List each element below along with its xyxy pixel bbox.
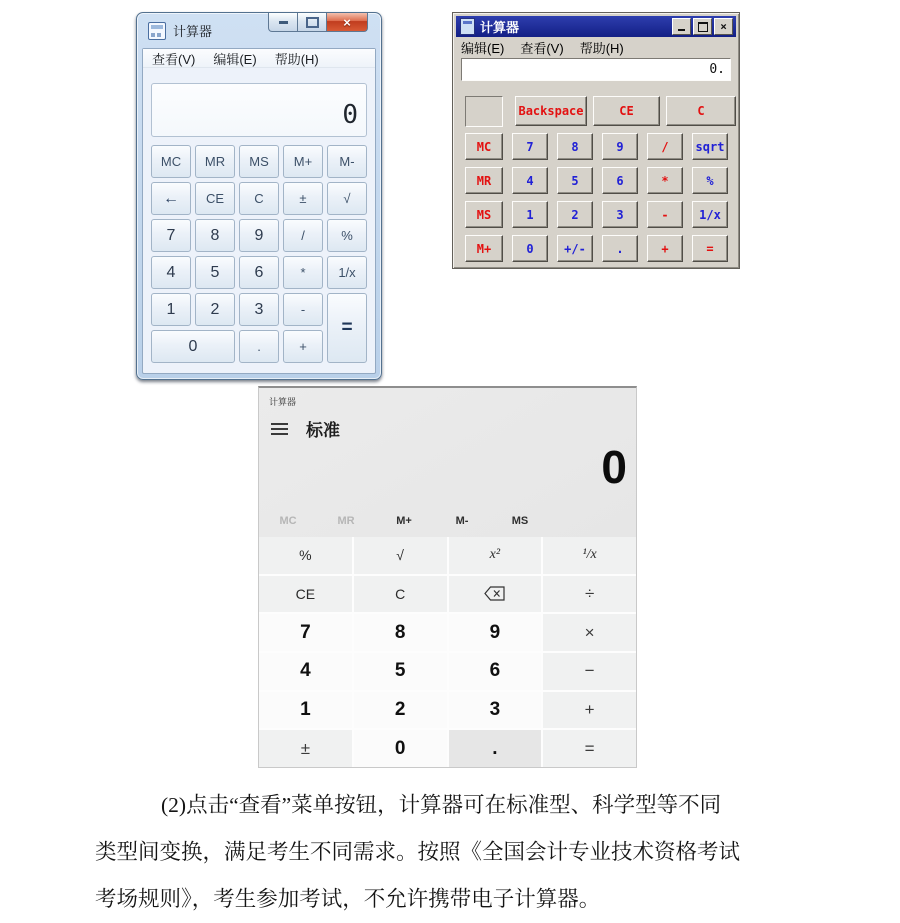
key-1[interactable]: 1: [151, 293, 191, 326]
key-backspace[interactable]: ←: [151, 182, 191, 215]
menu-help[interactable]: 帮助(H): [579, 40, 624, 56]
key-3[interactable]: 3: [449, 692, 542, 729]
key-3[interactable]: 3: [239, 293, 279, 326]
maximize-icon: [306, 17, 319, 28]
key-mr[interactable]: MR: [337, 515, 355, 527]
key-backspace[interactable]: [449, 576, 542, 613]
maximize-button[interactable]: [693, 18, 712, 35]
key-9[interactable]: 9: [449, 614, 542, 651]
close-button[interactable]: [714, 18, 733, 35]
minimize-icon: [678, 29, 685, 31]
key-5[interactable]: 5: [195, 256, 235, 289]
key-sqrt[interactable]: sqrt: [692, 133, 728, 160]
xp-clear-row: [456, 96, 736, 126]
paragraph-line: 类型间变换，满足考生不同需求。按照《全国会计专业技术资格考试: [95, 840, 741, 864]
memory-indicator: [465, 96, 503, 127]
memory-buttons-row: [259, 515, 549, 527]
key-2[interactable]: 2: [195, 293, 235, 326]
key-4[interactable]: 4: [512, 167, 548, 194]
key-7[interactable]: 7: [259, 614, 352, 651]
maximize-button[interactable]: [298, 13, 326, 32]
key-0[interactable]: 0: [354, 730, 447, 767]
body-paragraph: [95, 782, 807, 923]
win7-keypad: [151, 145, 367, 363]
menu-view[interactable]: 查看(V): [152, 51, 196, 67]
key-multiply[interactable]: *: [283, 256, 323, 289]
key-dot[interactable]: .: [239, 330, 279, 363]
key-multiply[interactable]: ×: [543, 614, 636, 651]
menu-edit[interactable]: 编辑(E): [461, 40, 505, 56]
key-3[interactable]: 3: [602, 201, 638, 228]
key-c[interactable]: C: [354, 576, 447, 613]
key-8[interactable]: 8: [195, 219, 235, 252]
key-4[interactable]: 4: [259, 653, 352, 690]
win7-window-title: 计算器: [173, 24, 213, 39]
win10-keypad: [259, 537, 636, 767]
key-negate[interactable]: ±: [283, 182, 323, 215]
key-percent[interactable]: %: [327, 219, 367, 252]
xp-calculator-window: [452, 12, 740, 269]
key-c[interactable]: C: [666, 96, 736, 126]
xp-display: 0.: [461, 58, 731, 81]
key-mplus[interactable]: M+: [283, 145, 323, 178]
key-mminus[interactable]: M-: [455, 515, 469, 527]
key-6[interactable]: 6: [449, 653, 542, 690]
win7-menubar: [143, 49, 375, 68]
win7-window-controls: [268, 13, 368, 32]
key-divide[interactable]: /: [647, 133, 683, 160]
key-percent[interactable]: %: [692, 167, 728, 194]
key-9[interactable]: 9: [239, 219, 279, 252]
key-sqrt[interactable]: √: [327, 182, 367, 215]
calculator-app-icon: [148, 22, 166, 40]
key-2[interactable]: 2: [557, 201, 593, 228]
key-mplus[interactable]: M+: [396, 515, 412, 527]
menu-edit[interactable]: 编辑(E): [213, 51, 257, 67]
menu-help[interactable]: 帮助(H): [274, 51, 319, 67]
win10-nav: [271, 416, 340, 441]
key-6[interactable]: 6: [239, 256, 279, 289]
close-button[interactable]: [326, 13, 368, 32]
key-reciprocal[interactable]: 1/x: [692, 201, 728, 228]
key-multiply[interactable]: *: [647, 167, 683, 194]
key-equals[interactable]: =: [543, 730, 636, 767]
hamburger-menu-button[interactable]: [271, 423, 288, 435]
key-plus[interactable]: +: [647, 235, 683, 262]
key-2[interactable]: 2: [354, 692, 447, 729]
key-equals[interactable]: =: [692, 235, 728, 262]
key-sqrt[interactable]: √: [354, 537, 447, 574]
win7-calculator-window: [136, 12, 382, 380]
key-0[interactable]: 0: [512, 235, 548, 262]
key-ce[interactable]: CE: [593, 96, 660, 126]
key-4[interactable]: 4: [151, 256, 191, 289]
close-icon: ×: [720, 20, 727, 33]
key-dot[interactable]: .: [449, 730, 542, 767]
xp-keypad: [465, 133, 727, 262]
key-reciprocal[interactable]: ¹/x: [543, 537, 636, 574]
paragraph-line: 考场规则》，考生参加考试，不允许携带电子计算器。: [95, 887, 601, 911]
key-minus[interactable]: -: [647, 201, 683, 228]
key-8[interactable]: 8: [354, 614, 447, 651]
key-mc[interactable]: MC: [151, 145, 191, 178]
key-6[interactable]: 6: [602, 167, 638, 194]
key-divide[interactable]: /: [283, 219, 323, 252]
key-minus[interactable]: -: [283, 293, 323, 326]
key-minus[interactable]: −: [543, 653, 636, 690]
win7-client-area: [142, 48, 376, 374]
key-ms[interactable]: MS: [465, 201, 503, 228]
hamburger-icon: [271, 423, 288, 425]
win7-titlebar[interactable]: [137, 13, 381, 48]
key-mr[interactable]: MR: [465, 167, 503, 194]
win10-display: 0: [601, 441, 627, 493]
win10-calculator-window: [258, 386, 637, 768]
key-percent[interactable]: %: [259, 537, 352, 574]
calculator-app-icon: [460, 18, 475, 35]
key-0[interactable]: 0: [151, 330, 235, 363]
backspace-icon: [484, 586, 506, 601]
key-mr[interactable]: MR: [195, 145, 235, 178]
key-1[interactable]: 1: [259, 692, 352, 729]
key-mc[interactable]: MC: [279, 515, 297, 527]
key-negate[interactable]: ±: [259, 730, 352, 767]
key-backspace[interactable]: Backspace: [515, 96, 587, 126]
key-8[interactable]: 8: [557, 133, 593, 160]
key-5[interactable]: 5: [557, 167, 593, 194]
key-7[interactable]: 7: [512, 133, 548, 160]
key-9[interactable]: 9: [602, 133, 638, 160]
key-c[interactable]: C: [239, 182, 279, 215]
key-7[interactable]: 7: [151, 219, 191, 252]
maximize-icon: [698, 22, 708, 32]
close-icon: ×: [343, 14, 351, 30]
key-5[interactable]: 5: [354, 653, 447, 690]
xp-titlebar[interactable]: [456, 16, 736, 37]
key-plus[interactable]: +: [283, 330, 323, 363]
minimize-button[interactable]: [672, 18, 691, 35]
key-mc[interactable]: MC: [465, 133, 503, 160]
key-ce[interactable]: CE: [195, 182, 235, 215]
key-plus[interactable]: +: [543, 692, 636, 729]
win7-display: 0: [151, 83, 367, 137]
key-equals[interactable]: =: [327, 293, 367, 363]
key-ce[interactable]: CE: [259, 576, 352, 613]
key-square[interactable]: x²: [449, 537, 542, 574]
key-dot[interactable]: .: [602, 235, 638, 262]
key-reciprocal[interactable]: 1/x: [327, 256, 367, 289]
key-1[interactable]: 1: [512, 201, 548, 228]
key-ms[interactable]: MS: [511, 515, 529, 527]
key-negate[interactable]: +/-: [557, 235, 593, 262]
key-mplus[interactable]: M+: [465, 235, 503, 262]
menu-view[interactable]: 查看(V): [520, 40, 564, 56]
minimize-icon: [279, 21, 288, 24]
minimize-button[interactable]: [268, 13, 298, 32]
key-mminus[interactable]: M-: [327, 145, 367, 178]
win10-app-title: 计算器: [269, 397, 297, 407]
xp-window-title: 计算器: [480, 20, 520, 35]
key-ms[interactable]: MS: [239, 145, 279, 178]
key-divide[interactable]: ÷: [543, 576, 636, 613]
paragraph-line: (2)点击“查看”菜单按钮，计算器可在标准型、科学型等不同: [161, 793, 722, 817]
mode-label: 标准: [306, 421, 340, 440]
xp-menubar: [456, 37, 736, 57]
